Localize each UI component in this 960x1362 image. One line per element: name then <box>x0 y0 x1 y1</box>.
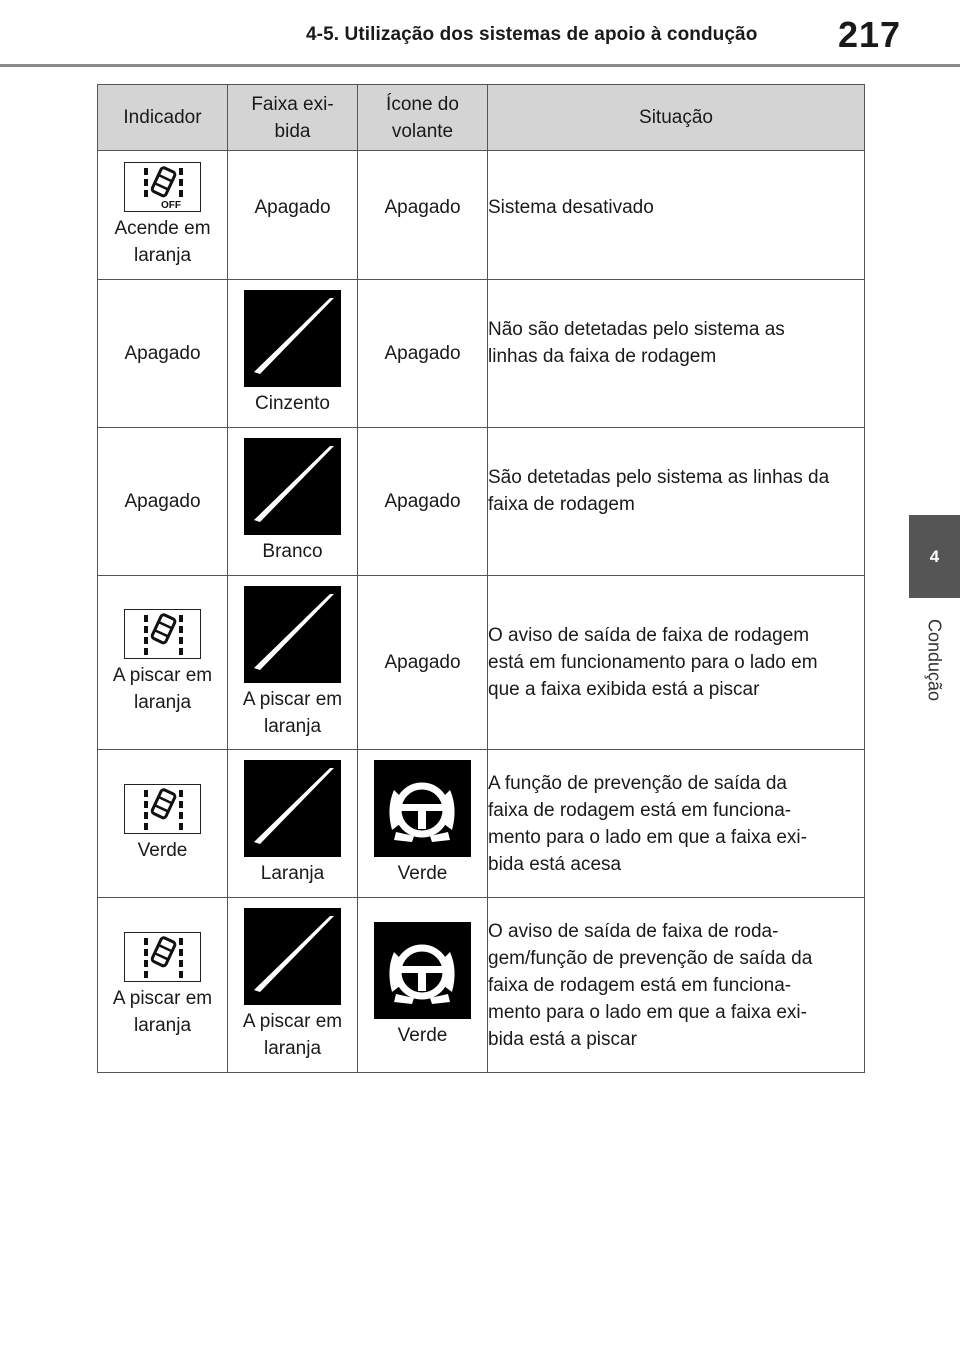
header-text: bida <box>274 120 311 142</box>
lane-caption: Apagado <box>254 196 331 218</box>
lane-cell-content <box>228 194 357 221</box>
indicator-cell-content <box>98 932 227 1039</box>
wheel-caption: Apagado <box>384 343 461 364</box>
lane-line-icon <box>244 438 341 535</box>
indicator-caption: Apagado <box>124 343 201 364</box>
wheel-cell <box>358 750 488 898</box>
table-row <box>98 151 865 280</box>
lane-cell-content <box>228 760 357 887</box>
situation-cell <box>488 428 865 576</box>
lane-departure-icon <box>124 932 201 982</box>
header-text: Indicador <box>123 107 202 128</box>
situation-line: A função de prevenção de saída da <box>488 772 787 794</box>
table-header-row <box>98 85 865 151</box>
situation-line: Sistema desativado <box>488 196 654 218</box>
situation-line: faixa de rodagem está em funciona- <box>488 974 792 996</box>
header-lane <box>228 85 358 151</box>
table-row <box>98 280 865 428</box>
wheel-cell <box>358 428 488 576</box>
lane-line-icon <box>244 908 341 1005</box>
header-text: Situação <box>639 107 713 128</box>
lane-cell <box>228 576 358 750</box>
situation-cell <box>488 898 865 1073</box>
wheel-cell <box>358 151 488 280</box>
lane-line-icon <box>244 586 341 683</box>
lane-caption: A piscar em <box>242 1011 343 1032</box>
situation-line: está em funcionamento para o lado em <box>488 652 818 673</box>
indicator-cell <box>98 428 228 576</box>
situation-line: mento para o lado em que a faixa exi- <box>488 1001 807 1023</box>
lane-cell-content <box>228 290 357 417</box>
lane-cell <box>228 750 358 898</box>
wheel-caption: Apagado <box>384 491 461 512</box>
lane-caption: A piscar em <box>242 688 343 710</box>
indicator-cell <box>98 576 228 750</box>
lane-cell <box>228 898 358 1073</box>
table-row <box>98 898 865 1073</box>
situation-text <box>488 194 864 221</box>
indicator-cell-content <box>98 162 227 269</box>
chapter-label: Condução <box>924 618 945 702</box>
indicator-caption: Verde <box>137 839 188 861</box>
lane-departure-icon <box>124 784 201 834</box>
wheel-cell-content <box>358 649 487 676</box>
lane-cell-content <box>228 908 357 1062</box>
table-row <box>98 428 865 576</box>
wheel-caption: Apagado <box>384 652 461 673</box>
situation-cell <box>488 280 865 428</box>
lane-caption: laranja <box>263 1038 322 1059</box>
wheel-cell-content <box>358 488 487 515</box>
header-text: Faixa exi- <box>251 93 334 115</box>
lane-departure-off-icon <box>124 162 201 212</box>
header-situation <box>488 85 865 151</box>
situation-line: bida está acesa <box>488 853 622 875</box>
situation-text <box>488 918 864 1053</box>
indicator-caption: laranja <box>133 244 192 266</box>
situation-line: linhas da faixa de rodagem <box>488 345 717 367</box>
situation-line: faixa de rodagem está em funciona- <box>488 799 792 821</box>
indicator-cell <box>98 750 228 898</box>
lane-cell <box>228 280 358 428</box>
indicator-table <box>97 84 865 1073</box>
indicator-cell <box>98 280 228 428</box>
wheel-cell-content <box>358 760 487 887</box>
lane-cell <box>228 151 358 280</box>
situation-text <box>488 622 864 703</box>
situation-line: O aviso de saída de faixa de roda- <box>488 920 779 942</box>
situation-line: O aviso de saída de faixa de rodagem <box>488 625 810 646</box>
lane-cell-content <box>228 438 357 565</box>
lane-caption: Cinzento <box>255 393 330 414</box>
wheel-cell <box>358 576 488 750</box>
situation-cell <box>488 151 865 280</box>
indicator-cell-content <box>98 488 227 515</box>
lane-line-icon <box>244 760 341 857</box>
lane-caption: laranja <box>263 715 322 737</box>
situation-line: bida está a piscar <box>488 1028 637 1050</box>
lane-caption: Laranja <box>260 863 325 884</box>
section-title: 4-5. Utilização dos sistemas de apoio à condução <box>306 24 758 45</box>
situation-text <box>488 464 864 518</box>
wheel-cell <box>358 280 488 428</box>
indicator-caption: laranja <box>133 692 192 713</box>
situation-cell <box>488 750 865 898</box>
situation-text <box>488 316 864 370</box>
steering-wheel-hands-icon <box>374 760 471 857</box>
header-text: Ícone do <box>386 93 459 115</box>
header-wheel <box>358 85 488 151</box>
indicator-caption: A piscar em <box>112 987 213 1009</box>
chapter-number: 4 <box>929 546 940 566</box>
indicator-cell-content <box>98 784 227 864</box>
indicator-caption: Apagado <box>124 491 201 512</box>
situation-line: mento para o lado em que a faixa exi- <box>488 826 807 848</box>
lane-line-icon <box>244 290 341 387</box>
lane-cell <box>228 428 358 576</box>
steering-wheel-hands-icon <box>374 922 471 1019</box>
indicator-cell <box>98 151 228 280</box>
wheel-caption: Verde <box>397 1024 448 1046</box>
indicator-cell-content <box>98 340 227 367</box>
indicator-caption: A piscar em <box>112 665 213 686</box>
lane-caption: Branco <box>262 541 323 562</box>
wheel-cell-content <box>358 194 487 221</box>
lane-cell-content <box>228 586 357 740</box>
wheel-caption: Verde <box>397 863 448 884</box>
indicator-caption: laranja <box>133 1014 192 1036</box>
table-row <box>98 576 865 750</box>
wheel-caption: Apagado <box>384 196 461 218</box>
situation-text <box>488 770 864 878</box>
header-divider <box>0 64 960 67</box>
indicator-caption: Acende em <box>114 217 211 239</box>
situation-line: gem/função de prevenção de saída da <box>488 947 813 969</box>
situation-line: São detetadas pelo sistema as linhas da <box>488 466 830 488</box>
situation-line: que a faixa exibida está a piscar <box>488 679 760 700</box>
wheel-cell-content <box>358 922 487 1049</box>
situation-cell <box>488 576 865 750</box>
table-row <box>98 750 865 898</box>
chapter-tab[interactable] <box>909 515 960 598</box>
svg-text:OFF: OFF <box>160 199 181 209</box>
header-indicator <box>98 85 228 151</box>
wheel-cell <box>358 898 488 1073</box>
indicator-cell <box>98 898 228 1073</box>
indicator-cell-content <box>98 609 227 716</box>
lane-departure-icon <box>124 609 201 659</box>
header-text: volante <box>391 120 454 142</box>
page-number: 217 <box>838 14 902 55</box>
situation-line: faixa de rodagem <box>488 493 635 515</box>
wheel-cell-content <box>358 340 487 367</box>
situation-line: Não são detetadas pelo sistema as <box>488 318 785 340</box>
